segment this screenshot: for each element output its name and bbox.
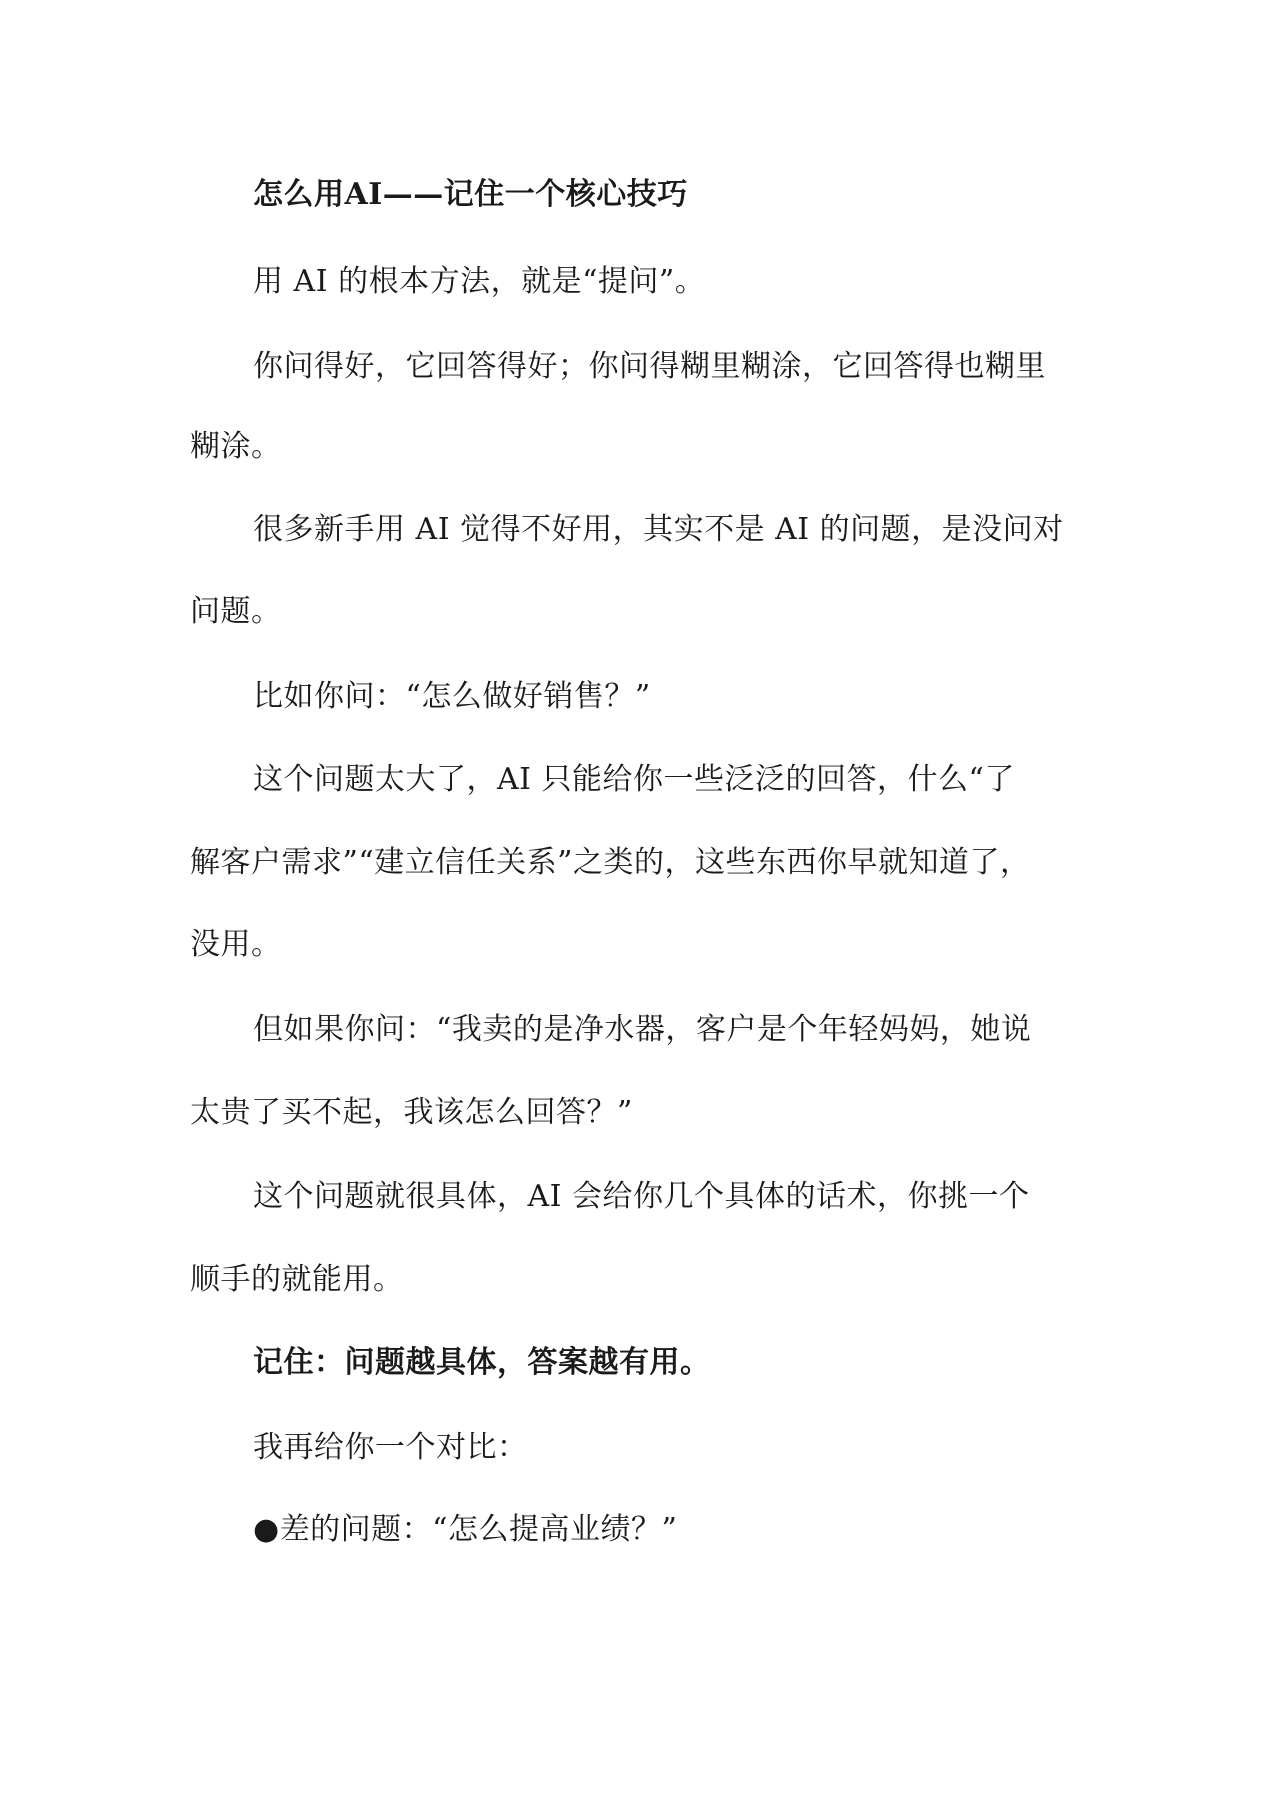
paragraph-3-line-1: 很多新手用 AI 觉得不好用，其实不是 AI 的问题，是没问对 bbox=[253, 512, 1064, 547]
paragraph-5-line-3: 没用。 bbox=[190, 927, 282, 962]
bullet-icon: ● bbox=[253, 1512, 280, 1547]
paragraph-6-line-1: 但如果你问：“我卖的是净水器，客户是个年轻妈妈，她说 bbox=[253, 1012, 1032, 1047]
paragraph-7-line-2: 顺手的就能用。 bbox=[190, 1262, 404, 1297]
comparison-intro: 我再给你一个对比： bbox=[253, 1430, 528, 1465]
paragraph-6-line-2: 太贵了买不起，我该怎么回答？” bbox=[190, 1095, 633, 1130]
bullet-item bbox=[253, 1510, 1153, 1550]
paragraph-2-line-2: 糊涂。 bbox=[190, 429, 282, 464]
key-point: 记住：问题越具体，答案越有用。 bbox=[253, 1345, 711, 1380]
paragraph-4-line-1: 比如你问：“怎么做好销售？” bbox=[253, 679, 651, 714]
paragraph-7-line-1: 这个问题就很具体，AI 会给你几个具体的话术，你挑一个 bbox=[253, 1179, 1030, 1214]
document-heading: 怎么用AI——记住一个核心技巧 bbox=[253, 177, 688, 212]
paragraph-3-line-2: 问题。 bbox=[190, 594, 282, 629]
bullet-text: 差的问题：“怎么提高业绩？” bbox=[279, 1512, 678, 1547]
paragraph-2-line-1: 你问得好，它回答得好；你问得糊里糊涂，它回答得也糊里 bbox=[253, 349, 1046, 384]
paragraph-5-line-1: 这个问题太大了，AI 只能给你一些泛泛的回答，什么“了 bbox=[253, 762, 1015, 797]
paragraph-1-line-1: 用 AI 的根本方法，就是“提问”。 bbox=[253, 264, 706, 299]
paragraph-5-line-2: 解客户需求”“建立信任关系”之类的，这些东西你早就知道了， bbox=[190, 845, 1031, 880]
